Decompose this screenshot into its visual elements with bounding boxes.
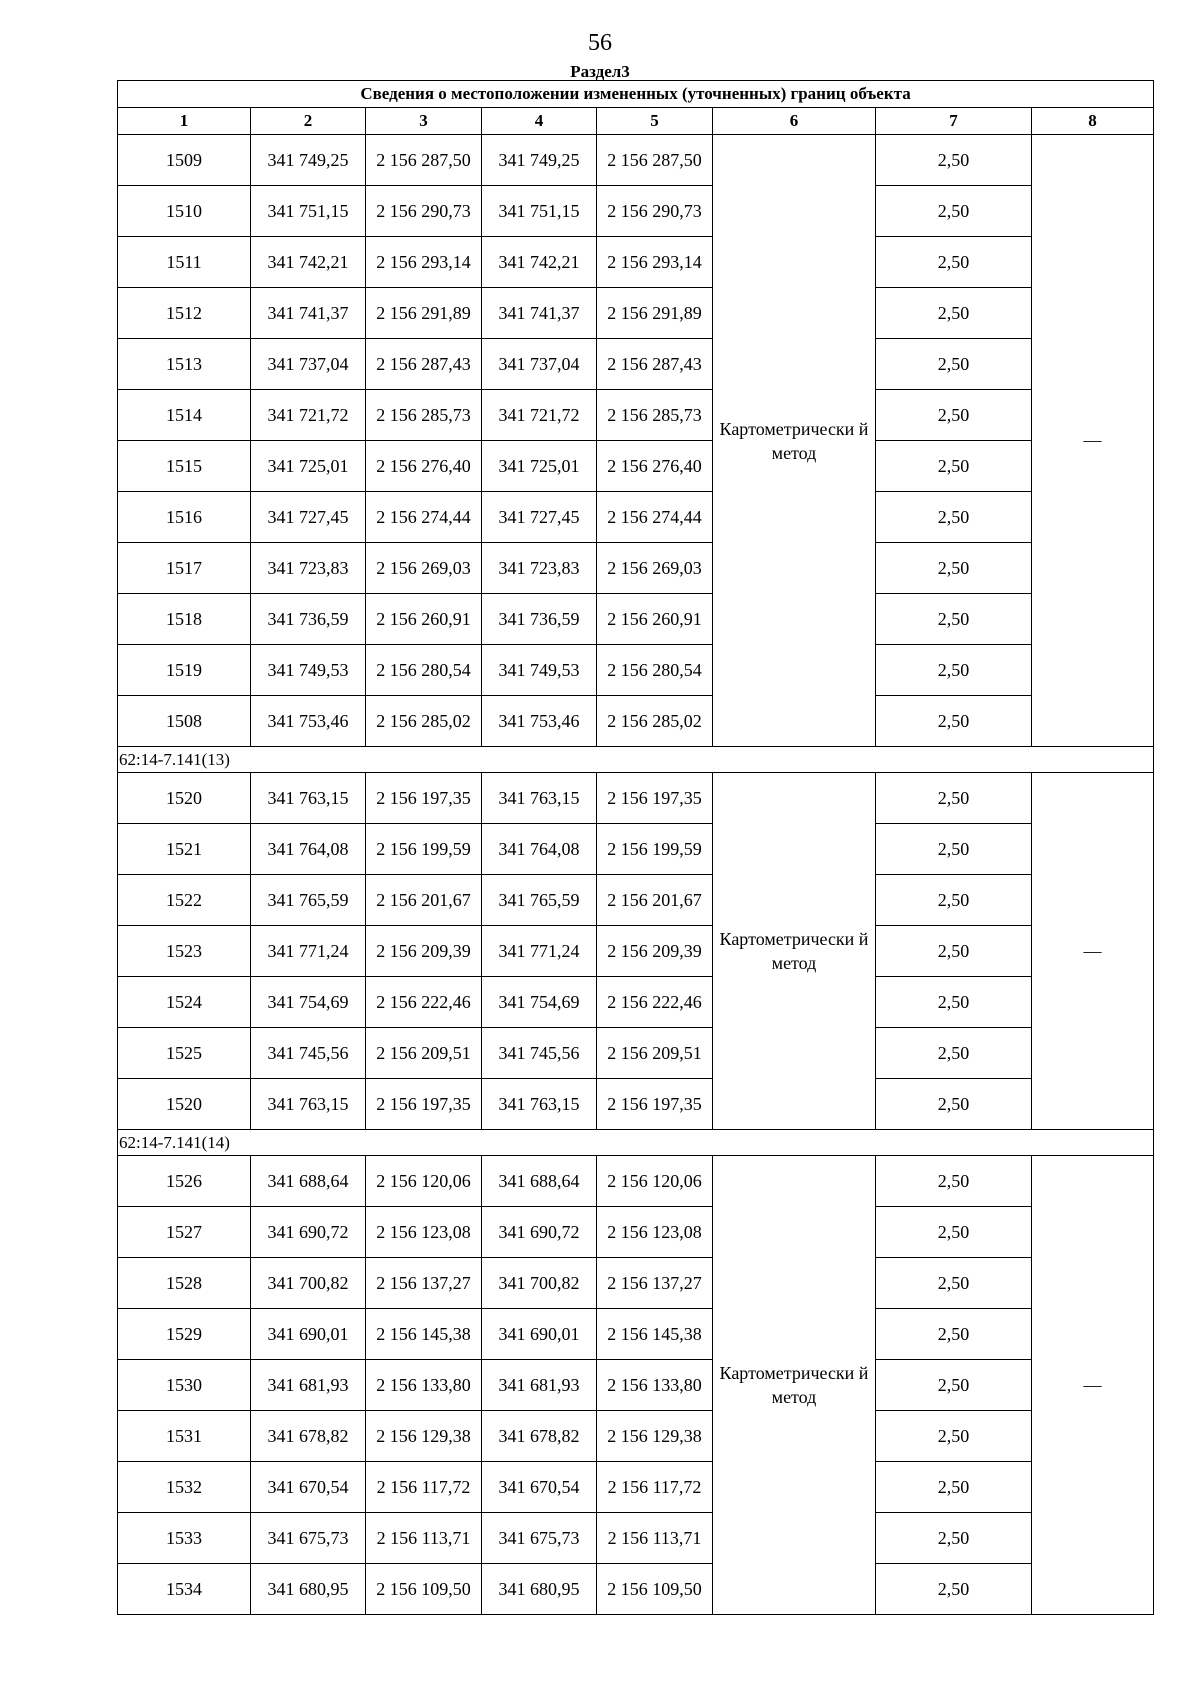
x-existing-cell: 341 771,24 [251, 926, 366, 977]
x-existing-cell: 341 681,93 [251, 1360, 366, 1411]
y-new-cell: 2 156 291,89 [597, 288, 713, 339]
point-number-cell: 1534 [118, 1564, 251, 1615]
y-new-cell: 2 156 109,50 [597, 1564, 713, 1615]
column-header-6: 6 [713, 108, 876, 135]
accuracy-cell: 2,50 [876, 645, 1032, 696]
accuracy-cell: 2,50 [876, 926, 1032, 977]
y-new-cell: 2 156 197,35 [597, 1079, 713, 1130]
x-existing-cell: 341 753,46 [251, 696, 366, 747]
y-new-cell: 2 156 209,51 [597, 1028, 713, 1079]
y-existing-cell: 2 156 285,73 [366, 390, 482, 441]
accuracy-cell: 2,50 [876, 1156, 1032, 1207]
y-new-cell: 2 156 287,50 [597, 135, 713, 186]
table-row [118, 875, 1154, 926]
y-existing-cell: 2 156 129,38 [366, 1411, 482, 1462]
x-existing-cell: 341 749,53 [251, 645, 366, 696]
table-row [118, 339, 1154, 390]
table-row [118, 824, 1154, 875]
y-new-cell: 2 156 113,71 [597, 1513, 713, 1564]
y-existing-cell: 2 156 137,27 [366, 1258, 482, 1309]
x-existing-cell: 341 670,54 [251, 1462, 366, 1513]
y-existing-cell: 2 156 290,73 [366, 186, 482, 237]
x-existing-cell: 341 745,56 [251, 1028, 366, 1079]
y-existing-cell: 2 156 287,43 [366, 339, 482, 390]
y-existing-cell: 2 156 197,35 [366, 773, 482, 824]
table-row [118, 1564, 1154, 1615]
y-existing-cell: 2 156 199,59 [366, 824, 482, 875]
accuracy-cell: 2,50 [876, 1411, 1032, 1462]
point-number-cell: 1519 [118, 645, 251, 696]
y-new-cell: 2 156 145,38 [597, 1309, 713, 1360]
x-existing-cell: 341 725,01 [251, 441, 366, 492]
table-row [118, 288, 1154, 339]
table-row [118, 1156, 1154, 1207]
y-new-cell: 2 156 137,27 [597, 1258, 713, 1309]
table-row [118, 1028, 1154, 1079]
point-number-cell: 1520 [118, 773, 251, 824]
point-number-cell: 1522 [118, 875, 251, 926]
accuracy-cell: 2,50 [876, 594, 1032, 645]
table-row [118, 1462, 1154, 1513]
y-new-cell: 2 156 269,03 [597, 543, 713, 594]
x-existing-cell: 341 751,15 [251, 186, 366, 237]
point-number-cell: 1520 [118, 1079, 251, 1130]
method-cell: Картометрически й метод [713, 1156, 876, 1615]
accuracy-cell: 2,50 [876, 1513, 1032, 1564]
x-new-cell: 341 749,25 [482, 135, 597, 186]
x-existing-cell: 341 680,95 [251, 1564, 366, 1615]
point-number-cell: 1524 [118, 977, 251, 1028]
x-existing-cell: 341 737,04 [251, 339, 366, 390]
y-existing-cell: 2 156 222,46 [366, 977, 482, 1028]
table-row [118, 441, 1154, 492]
y-new-cell: 2 156 123,08 [597, 1207, 713, 1258]
column-header-8: 8 [1032, 108, 1154, 135]
point-number-cell: 1530 [118, 1360, 251, 1411]
y-existing-cell: 2 156 269,03 [366, 543, 482, 594]
x-new-cell: 341 700,82 [482, 1258, 597, 1309]
point-number-cell: 1516 [118, 492, 251, 543]
x-new-cell: 341 765,59 [482, 875, 597, 926]
x-new-cell: 341 741,37 [482, 288, 597, 339]
x-existing-cell: 341 749,25 [251, 135, 366, 186]
boundary-table-wrapper [117, 80, 1153, 1615]
x-existing-cell: 341 721,72 [251, 390, 366, 441]
accuracy-cell: 2,50 [876, 1258, 1032, 1309]
point-number-cell: 1511 [118, 237, 251, 288]
table-row [118, 977, 1154, 1028]
x-existing-cell: 341 690,72 [251, 1207, 366, 1258]
y-existing-cell: 2 156 197,35 [366, 1079, 482, 1130]
y-new-cell: 2 156 199,59 [597, 824, 713, 875]
point-number-cell: 1526 [118, 1156, 251, 1207]
table-row [118, 390, 1154, 441]
table-row [118, 1360, 1154, 1411]
point-number-cell: 1521 [118, 824, 251, 875]
y-new-cell: 2 156 222,46 [597, 977, 713, 1028]
accuracy-cell: 2,50 [876, 1309, 1032, 1360]
point-number-cell: 1529 [118, 1309, 251, 1360]
table-row [118, 237, 1154, 288]
accuracy-cell: 2,50 [876, 696, 1032, 747]
y-new-cell: 2 156 209,39 [597, 926, 713, 977]
point-number-cell: 1509 [118, 135, 251, 186]
y-existing-cell: 2 156 133,80 [366, 1360, 482, 1411]
y-new-cell: 2 156 276,40 [597, 441, 713, 492]
x-new-cell: 341 751,15 [482, 186, 597, 237]
accuracy-cell: 2,50 [876, 977, 1032, 1028]
x-new-cell: 341 737,04 [482, 339, 597, 390]
table-row [118, 1207, 1154, 1258]
group-label: 62:14-7.141(14) [118, 1130, 1154, 1156]
point-number-cell: 1515 [118, 441, 251, 492]
x-new-cell: 341 754,69 [482, 977, 597, 1028]
point-number-cell: 1514 [118, 390, 251, 441]
x-new-cell: 341 745,56 [482, 1028, 597, 1079]
point-number-cell: 1527 [118, 1207, 251, 1258]
y-new-cell: 2 156 287,43 [597, 339, 713, 390]
table-row [118, 186, 1154, 237]
accuracy-cell: 2,50 [876, 1360, 1032, 1411]
x-new-cell: 341 690,72 [482, 1207, 597, 1258]
y-existing-cell: 2 156 274,44 [366, 492, 482, 543]
accuracy-cell: 2,50 [876, 1028, 1032, 1079]
column-header-3: 3 [366, 108, 482, 135]
y-existing-cell: 2 156 120,06 [366, 1156, 482, 1207]
point-number-cell: 1528 [118, 1258, 251, 1309]
method-cell: Картометрически й метод [713, 773, 876, 1130]
column-header-7: 7 [876, 108, 1032, 135]
x-new-cell: 341 680,95 [482, 1564, 597, 1615]
accuracy-cell: 2,50 [876, 543, 1032, 594]
table-row [118, 1411, 1154, 1462]
x-new-cell: 341 764,08 [482, 824, 597, 875]
x-existing-cell: 341 700,82 [251, 1258, 366, 1309]
accuracy-cell: 2,50 [876, 1564, 1032, 1615]
x-existing-cell: 341 723,83 [251, 543, 366, 594]
y-existing-cell: 2 156 109,50 [366, 1564, 482, 1615]
x-new-cell: 341 742,21 [482, 237, 597, 288]
y-existing-cell: 2 156 287,50 [366, 135, 482, 186]
point-number-cell: 1512 [118, 288, 251, 339]
y-existing-cell: 2 156 276,40 [366, 441, 482, 492]
table-row [118, 926, 1154, 977]
group-label: 62:14-7.141(13) [118, 747, 1154, 773]
y-existing-cell: 2 156 291,89 [366, 288, 482, 339]
point-number-cell: 1513 [118, 339, 251, 390]
y-existing-cell: 2 156 260,91 [366, 594, 482, 645]
y-new-cell: 2 156 293,14 [597, 237, 713, 288]
x-existing-cell: 341 690,01 [251, 1309, 366, 1360]
x-existing-cell: 341 741,37 [251, 288, 366, 339]
boundary-coordinates-table [117, 80, 1154, 1615]
table-row [118, 543, 1154, 594]
table-row [118, 594, 1154, 645]
x-new-cell: 341 688,64 [482, 1156, 597, 1207]
accuracy-cell: 2,50 [876, 186, 1032, 237]
x-new-cell: 341 723,83 [482, 543, 597, 594]
y-existing-cell: 2 156 145,38 [366, 1309, 482, 1360]
x-new-cell: 341 749,53 [482, 645, 597, 696]
y-new-cell: 2 156 260,91 [597, 594, 713, 645]
x-existing-cell: 341 742,21 [251, 237, 366, 288]
y-new-cell: 2 156 133,80 [597, 1360, 713, 1411]
x-new-cell: 341 670,54 [482, 1462, 597, 1513]
x-new-cell: 341 725,01 [482, 441, 597, 492]
y-new-cell: 2 156 129,38 [597, 1411, 713, 1462]
x-new-cell: 341 721,72 [482, 390, 597, 441]
x-existing-cell: 341 763,15 [251, 1079, 366, 1130]
y-new-cell: 2 156 285,02 [597, 696, 713, 747]
column-header-2: 2 [251, 108, 366, 135]
method-cell: Картометрически й метод [713, 135, 876, 747]
y-new-cell: 2 156 280,54 [597, 645, 713, 696]
x-new-cell: 341 678,82 [482, 1411, 597, 1462]
note-cell: — [1032, 135, 1154, 747]
y-new-cell: 2 156 285,73 [597, 390, 713, 441]
accuracy-cell: 2,50 [876, 773, 1032, 824]
point-number-cell: 1523 [118, 926, 251, 977]
accuracy-cell: 2,50 [876, 824, 1032, 875]
column-header-row [118, 108, 1154, 135]
y-new-cell: 2 156 274,44 [597, 492, 713, 543]
accuracy-cell: 2,50 [876, 875, 1032, 926]
accuracy-cell: 2,50 [876, 492, 1032, 543]
x-new-cell: 341 753,46 [482, 696, 597, 747]
section-title: Раздел3 [570, 62, 630, 81]
point-number-cell: 1525 [118, 1028, 251, 1079]
point-number-cell: 1517 [118, 543, 251, 594]
accuracy-cell: 2,50 [876, 441, 1032, 492]
accuracy-cell: 2,50 [876, 339, 1032, 390]
accuracy-cell: 2,50 [876, 288, 1032, 339]
y-new-cell: 2 156 120,06 [597, 1156, 713, 1207]
column-header-4: 4 [482, 108, 597, 135]
y-existing-cell: 2 156 113,71 [366, 1513, 482, 1564]
table-row [118, 1258, 1154, 1309]
table-row [118, 492, 1154, 543]
x-new-cell: 341 763,15 [482, 773, 597, 824]
note-cell: — [1032, 773, 1154, 1130]
y-existing-cell: 2 156 117,72 [366, 1462, 482, 1513]
accuracy-cell: 2,50 [876, 390, 1032, 441]
x-new-cell: 341 771,24 [482, 926, 597, 977]
point-number-cell: 1532 [118, 1462, 251, 1513]
accuracy-cell: 2,50 [876, 1207, 1032, 1258]
note-cell: — [1032, 1156, 1154, 1615]
x-new-cell: 341 690,01 [482, 1309, 597, 1360]
table-row [118, 1079, 1154, 1130]
x-new-cell: 341 763,15 [482, 1079, 597, 1130]
accuracy-cell: 2,50 [876, 237, 1032, 288]
x-new-cell: 341 675,73 [482, 1513, 597, 1564]
x-existing-cell: 341 678,82 [251, 1411, 366, 1462]
group-label-row [118, 1130, 1154, 1156]
y-existing-cell: 2 156 209,39 [366, 926, 482, 977]
y-new-cell: 2 156 201,67 [597, 875, 713, 926]
point-number-cell: 1508 [118, 696, 251, 747]
x-existing-cell: 341 754,69 [251, 977, 366, 1028]
table-row [118, 135, 1154, 186]
point-number-cell: 1518 [118, 594, 251, 645]
y-existing-cell: 2 156 201,67 [366, 875, 482, 926]
table-row [118, 1513, 1154, 1564]
page-number: 56 [588, 30, 612, 56]
y-new-cell: 2 156 117,72 [597, 1462, 713, 1513]
x-existing-cell: 341 736,59 [251, 594, 366, 645]
point-number-cell: 1531 [118, 1411, 251, 1462]
table-body [118, 135, 1154, 1615]
accuracy-cell: 2,50 [876, 1462, 1032, 1513]
x-existing-cell: 341 763,15 [251, 773, 366, 824]
x-new-cell: 341 681,93 [482, 1360, 597, 1411]
group-label-row [118, 747, 1154, 773]
y-existing-cell: 2 156 280,54 [366, 645, 482, 696]
y-new-cell: 2 156 197,35 [597, 773, 713, 824]
y-existing-cell: 2 156 285,02 [366, 696, 482, 747]
x-existing-cell: 341 727,45 [251, 492, 366, 543]
x-existing-cell: 341 764,08 [251, 824, 366, 875]
table-caption: Сведения о местоположении измененных (уточненных) границ объекта [118, 81, 1154, 108]
column-header-1: 1 [118, 108, 251, 135]
point-number-cell: 1510 [118, 186, 251, 237]
y-existing-cell: 2 156 209,51 [366, 1028, 482, 1079]
x-existing-cell: 341 675,73 [251, 1513, 366, 1564]
table-row [118, 773, 1154, 824]
table-row [118, 696, 1154, 747]
table-row [118, 645, 1154, 696]
x-new-cell: 341 727,45 [482, 492, 597, 543]
point-number-cell: 1533 [118, 1513, 251, 1564]
accuracy-cell: 2,50 [876, 1079, 1032, 1130]
accuracy-cell: 2,50 [876, 135, 1032, 186]
y-existing-cell: 2 156 293,14 [366, 237, 482, 288]
table-row [118, 1309, 1154, 1360]
x-existing-cell: 341 765,59 [251, 875, 366, 926]
x-existing-cell: 341 688,64 [251, 1156, 366, 1207]
y-new-cell: 2 156 290,73 [597, 186, 713, 237]
x-new-cell: 341 736,59 [482, 594, 597, 645]
y-existing-cell: 2 156 123,08 [366, 1207, 482, 1258]
column-header-5: 5 [597, 108, 713, 135]
